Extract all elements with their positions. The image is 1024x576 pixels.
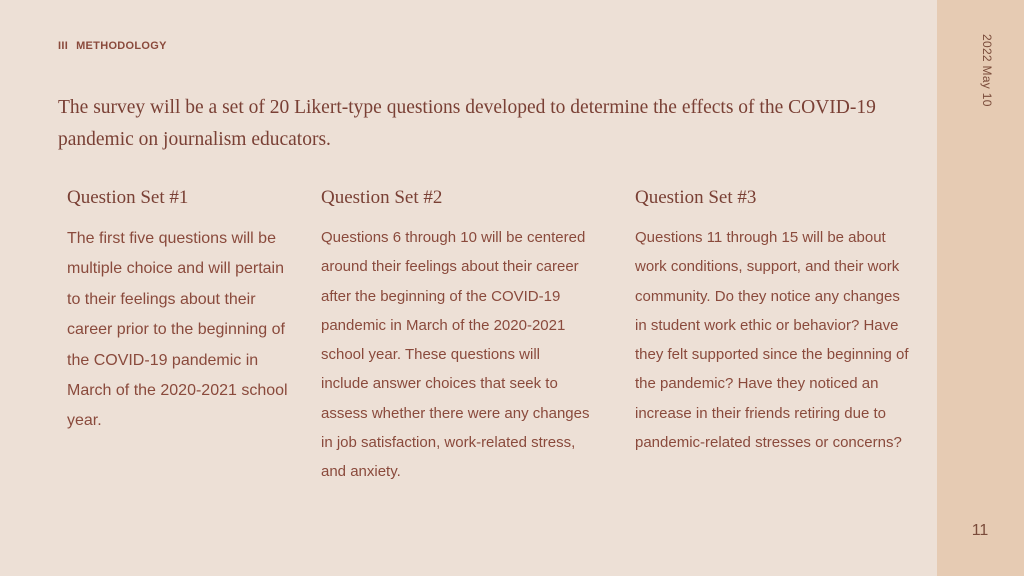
question-set-3 [635,184,915,457]
question-set-2 [321,184,591,487]
question-set-3-title: Question Set #3 [635,187,757,208]
question-set-2-title: Question Set #2 [321,187,443,208]
slide-date: 2022 May 10 [980,34,994,107]
section-number: III [58,40,69,52]
section-title: METHODOLOGY [76,40,167,52]
section-label [58,40,167,52]
question-set-1 [67,184,297,437]
slide-headline: The survey will be a set of 20 Likert-type questions developed to determine the effects of the COVID-19 pandemic on journalism educators. [58,97,876,150]
question-set-3-body: Questions 11 through 15 will be about work conditions, support, and their work community. Do they notice any changes in student work ethic or behavior? Have they felt supported since the beginning of the pandemic? Have they noticed an increase in their friends retiring due to pandemic-related stresses or concerns? [635,229,909,452]
question-set-2-body: Questions 6 through 10 will be centered around their feelings about their career after the beginning of the COVID-19 pandemic in March of the 2020-2021 school year. These questions will include answer choices that seek to assess whether there were any changes in job satisfaction, work-related stress, and anxiety. [321,229,590,481]
question-set-1-title: Question Set #1 [67,187,189,208]
question-set-1-body: The first five questions will be multiple choice and will pertain to their feelings about their career prior to the beginning of the COVID-19 pandemic in March of the 2020-2021 school year. [67,230,288,430]
page-number: 11 [971,522,989,539]
